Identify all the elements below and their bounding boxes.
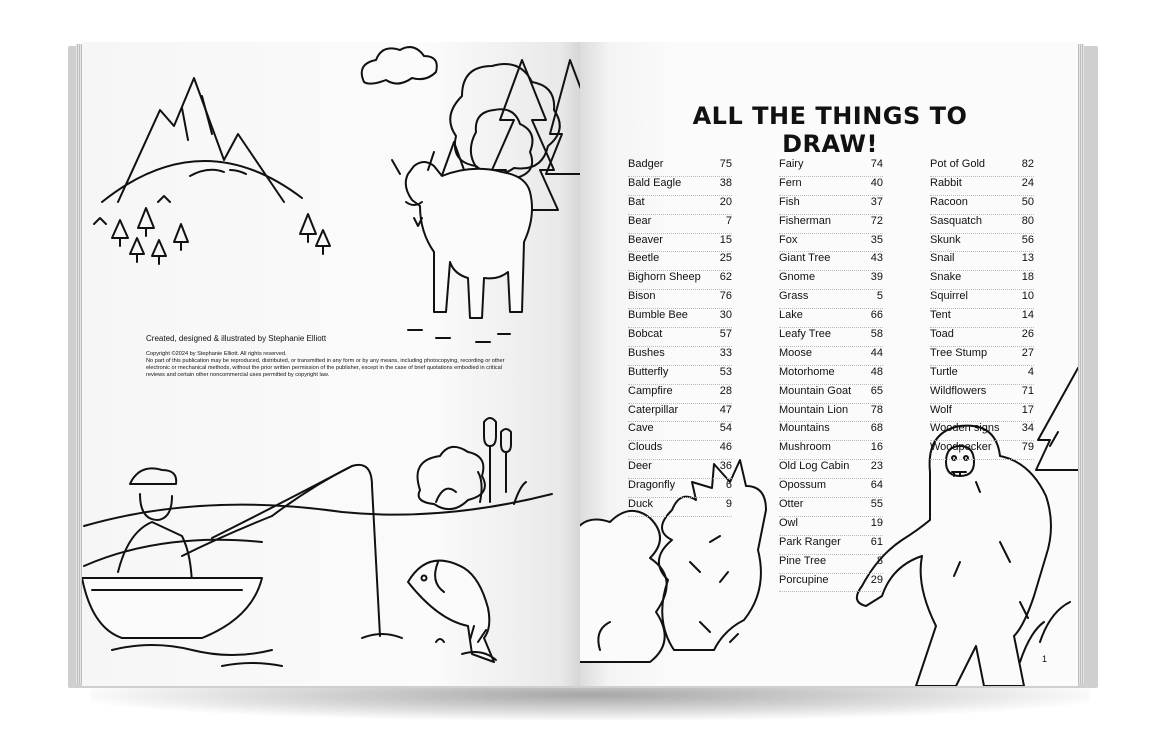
index-entry-page: 9 <box>725 498 732 511</box>
index-entry <box>779 441 883 460</box>
index-entry-name: Toad <box>930 328 954 341</box>
index-entry-name: Pine Tree <box>779 554 827 567</box>
index-entry <box>779 422 883 441</box>
index-entry-name: Mushroom <box>779 441 831 454</box>
index-entry-page: 66 <box>870 309 883 322</box>
index-entry <box>628 271 732 290</box>
index-entry-name: Pot of Gold <box>930 158 986 170</box>
index-entry <box>930 366 1034 385</box>
index-entry-name: Beetle <box>628 252 660 265</box>
index-entry-page: 27 <box>1021 346 1034 359</box>
index-entry-page: 40 <box>870 176 883 189</box>
index-entry-name: Snail <box>930 252 955 265</box>
index-entry-name: Clouds <box>628 441 663 454</box>
index-entry-name: Lake <box>779 309 803 322</box>
index-entry-page: 7 <box>725 214 732 227</box>
index-title: ALL THE THINGS TO DRAW! <box>692 102 968 158</box>
index-entry <box>779 460 883 479</box>
cattails-icon <box>418 418 527 509</box>
index-entry <box>628 158 732 177</box>
index-entry-name: Squirrel <box>930 290 968 303</box>
index-entry-name: Motorhome <box>779 365 835 378</box>
index-entry-page: 68 <box>870 422 883 435</box>
index-entry-name: Mountains <box>779 422 830 435</box>
index-entry-page: 30 <box>719 309 732 322</box>
index-entry-page: 64 <box>870 479 883 492</box>
credits-block <box>146 334 516 379</box>
index-entry <box>628 252 732 271</box>
index-entry-name: Owl <box>779 516 798 529</box>
index-entry <box>779 555 883 574</box>
index-entry <box>779 574 883 593</box>
index-entry-name: Park Ranger <box>779 535 841 548</box>
index-entry-page: 76 <box>719 290 732 303</box>
index-entry-page: 36 <box>719 460 732 473</box>
index-entry-page: 20 <box>719 195 732 208</box>
index-entry-page: 4 <box>1027 365 1034 378</box>
index-entry-page: 13 <box>1021 252 1034 265</box>
index-entry <box>628 328 732 347</box>
index-entry-name: Porcupine <box>779 573 829 586</box>
index-entry-page: 61 <box>870 535 883 548</box>
page-number: 1 <box>1042 654 1048 664</box>
index-entry <box>628 385 732 404</box>
index-entry <box>779 536 883 555</box>
index-entry-name: Moose <box>779 346 813 359</box>
index-entry <box>779 177 883 196</box>
index-entry <box>628 234 732 253</box>
index-entry-page: 39 <box>870 271 883 284</box>
index-entry <box>930 234 1034 253</box>
index-entry <box>930 347 1034 366</box>
index-entry <box>628 441 732 460</box>
index-entry <box>779 404 883 423</box>
index-entry-page: 72 <box>870 214 883 227</box>
index-entry-name: Butterfly <box>628 365 669 378</box>
index-entry <box>930 252 1034 271</box>
index-entry <box>930 422 1034 441</box>
index-entry-page: 16 <box>870 441 883 454</box>
index-entry <box>779 271 883 290</box>
index-entry <box>779 479 883 498</box>
index-entry-name: Skunk <box>930 233 961 246</box>
index-entry-name: Sasquatch <box>930 214 982 227</box>
index-entry-name: Bison <box>628 290 656 303</box>
index-entry-page: 74 <box>870 158 883 170</box>
index-entry-name: Woodpecker <box>930 441 992 454</box>
index-entry-name: Tree Stump <box>930 346 988 359</box>
index-entry-page: 55 <box>870 498 883 511</box>
index-entry-page: 35 <box>870 233 883 246</box>
index-entry-page: 53 <box>719 365 732 378</box>
index-entry-page: 14 <box>1021 309 1034 322</box>
index-entry-page: 33 <box>719 346 732 359</box>
index-entry-page: 15 <box>719 233 732 246</box>
index-entry-name: Snake <box>930 271 962 284</box>
index-entry-page: 6 <box>725 479 732 492</box>
index-entry <box>930 271 1034 290</box>
index-entry-page: 44 <box>870 346 883 359</box>
cloud-icon <box>362 47 437 84</box>
index-entry-name: Wolf <box>930 403 952 416</box>
index-entry-page: 75 <box>719 158 732 170</box>
index-entry-page: 18 <box>1021 271 1034 284</box>
index-entry-page: 37 <box>870 195 883 208</box>
index-column-1 <box>628 158 732 517</box>
index-entry-name: Fern <box>779 176 802 189</box>
index-entry <box>779 290 883 309</box>
index-entry-page: 56 <box>1021 233 1034 246</box>
index-entry-name: Otter <box>779 498 804 511</box>
index-entry-name: Wildflowers <box>930 384 987 397</box>
index-entry-page: 80 <box>1021 214 1034 227</box>
index-entry-name: Fish <box>779 195 800 208</box>
index-entry-page: 17 <box>1021 403 1034 416</box>
index-entry-page: 78 <box>870 403 883 416</box>
index-entry-page: 50 <box>1021 195 1034 208</box>
index-entry-page: 10 <box>1021 290 1034 303</box>
index-entry-name: Racoon <box>930 195 968 208</box>
index-entry-name: Fairy <box>779 158 804 170</box>
index-entry <box>779 517 883 536</box>
index-entry-name: Fisherman <box>779 214 831 227</box>
left-page <box>82 42 580 686</box>
index-entry <box>779 309 883 328</box>
index-entry <box>628 366 732 385</box>
index-entry-page: 65 <box>870 384 883 397</box>
index-entry-name: Duck <box>628 498 654 511</box>
index-entry-page: 47 <box>719 403 732 416</box>
index-entry-name: Bobcat <box>628 328 663 341</box>
index-entry-page: 19 <box>870 516 883 529</box>
index-entry <box>930 290 1034 309</box>
index-entry-page: 26 <box>1021 328 1034 341</box>
index-entry-name: Opossum <box>779 479 827 492</box>
index-entry-page: 25 <box>719 252 732 265</box>
index-entry <box>930 404 1034 423</box>
index-column-3 <box>930 158 1034 460</box>
index-entry <box>628 290 732 309</box>
index-entry <box>930 196 1034 215</box>
index-entry-page: 34 <box>1021 422 1034 435</box>
index-entry <box>930 385 1034 404</box>
index-entry-name: Campfire <box>628 384 673 397</box>
index-entry <box>628 309 732 328</box>
index-entry-page: 5 <box>876 290 883 303</box>
right-page <box>580 42 1078 686</box>
index-entry <box>628 460 732 479</box>
jumping-fish-icon <box>408 561 496 662</box>
index-entry <box>628 498 732 517</box>
index-entry-page: 46 <box>719 441 732 454</box>
index-entry-name: Leafy Tree <box>779 328 831 341</box>
index-entry-name: Wooden signs <box>930 422 1000 435</box>
index-entry-page: 24 <box>1021 176 1034 189</box>
index-entry-page: 48 <box>870 365 883 378</box>
index-entry-page: 62 <box>719 271 732 284</box>
index-entry-page: 28 <box>719 384 732 397</box>
index-entry <box>930 215 1034 234</box>
index-entry-name: Bat <box>628 195 645 208</box>
index-entry <box>930 309 1034 328</box>
right-page-edges <box>1078 44 1084 684</box>
index-entry-name: Mountain Goat <box>779 384 852 397</box>
index-entry-name: Caterpillar <box>628 403 679 416</box>
index-entry <box>628 404 732 423</box>
rights-text: No part of this publication may be reproduced, distributed, or transmitted in any form or by any means, including photocopying, recording or other electronic or mechanical methods, without the prior written permission of the publisher, except in the case of brief quotations embodied in critical reviews and certain other noncommercial uses permitted by copyright law. <box>146 358 505 378</box>
index-entry <box>779 234 883 253</box>
mountain-goat-icon <box>392 152 532 342</box>
index-entry-page: 29 <box>870 573 883 586</box>
index-entry-name: Turtle <box>930 365 958 378</box>
index-entry-name: Cave <box>628 422 654 435</box>
index-entry <box>779 252 883 271</box>
index-entry-name: Rabbit <box>930 176 962 189</box>
index-entry <box>628 479 732 498</box>
index-entry <box>779 385 883 404</box>
index-entry <box>628 196 732 215</box>
index-entry-page: 23 <box>870 460 883 473</box>
index-column-2 <box>779 158 883 592</box>
index-entry-page: 82 <box>1021 158 1034 170</box>
index-entry-name: Old Log Cabin <box>779 460 850 473</box>
index-entry <box>628 215 732 234</box>
index-entry <box>779 215 883 234</box>
index-entry-name: Badger <box>628 158 664 170</box>
index-entry-page: 43 <box>870 252 883 265</box>
mountains-icon <box>102 78 302 202</box>
index-entry <box>628 347 732 366</box>
index-entry-page: 79 <box>1021 441 1034 454</box>
index-entry-name: Tent <box>930 309 951 322</box>
index-entry <box>628 177 732 196</box>
index-entry <box>779 498 883 517</box>
index-entry-name: Dragonfly <box>628 479 676 492</box>
index-entry-name: Giant Tree <box>779 252 831 265</box>
index-entry <box>779 366 883 385</box>
index-entry <box>628 422 732 441</box>
copyright-line: Copyright ©2024 by Stephanie Elliott. All rights reserved. <box>146 351 287 357</box>
index-entry-name: Grass <box>779 290 809 303</box>
index-entry-name: Deer <box>628 460 652 473</box>
index-entry-page: 54 <box>719 422 732 435</box>
index-entry-name: Bumble Bee <box>628 309 688 322</box>
sasquatch-icon <box>857 426 1051 686</box>
index-entry-page: 8 <box>876 554 883 567</box>
index-entry-name: Mountain Lion <box>779 403 849 416</box>
small-pine-trees-icon <box>94 196 330 264</box>
index-entry-name: Bighorn Sheep <box>628 271 701 284</box>
index-entry <box>930 177 1034 196</box>
index-entry-name: Bushes <box>628 346 665 359</box>
index-entry-name: Fox <box>779 233 798 246</box>
index-entry-page: 57 <box>719 328 732 341</box>
index-entry-page: 58 <box>870 328 883 341</box>
index-entry <box>930 441 1034 460</box>
index-entry <box>930 328 1034 347</box>
index-entry-page: 71 <box>1021 384 1034 397</box>
index-entry <box>779 158 883 177</box>
index-entry <box>779 196 883 215</box>
index-entry-name: Bald Eagle <box>628 176 682 189</box>
index-entry <box>779 328 883 347</box>
index-entry <box>779 347 883 366</box>
credit-line: Created, designed & illustrated by Stephanie Elliott <box>146 334 327 343</box>
index-entry-name: Beaver <box>628 233 663 246</box>
index-entry-name: Bear <box>628 214 652 227</box>
index-entry-page: 38 <box>719 176 732 189</box>
index-entry-name: Gnome <box>779 271 816 284</box>
index-entry <box>930 158 1034 177</box>
